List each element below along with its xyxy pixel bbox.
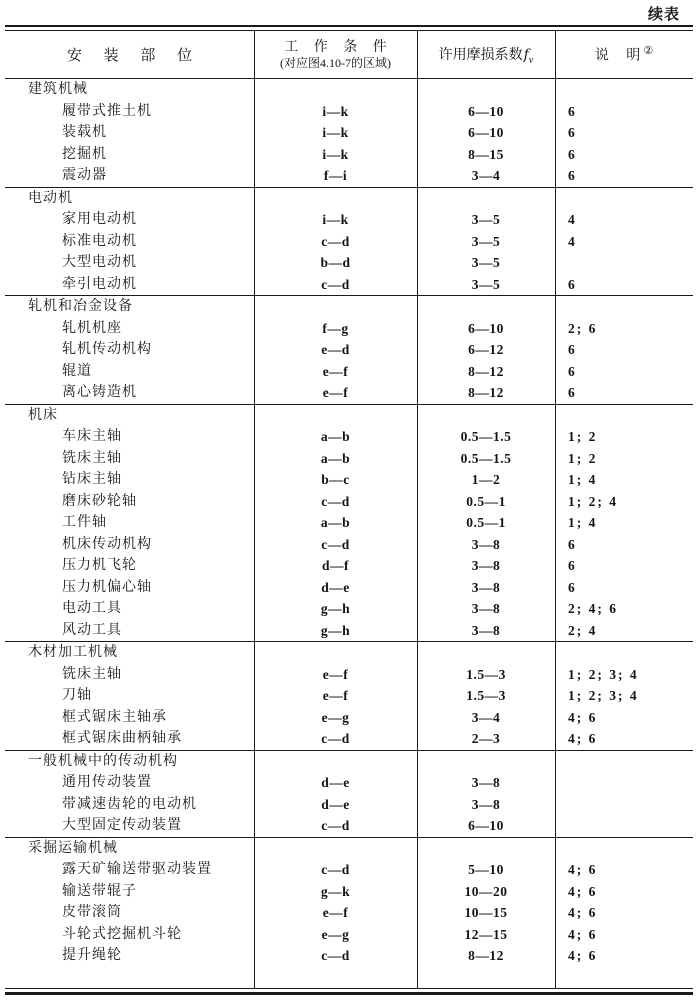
cell-working-condition: f—g: [322, 320, 349, 336]
cell-working-condition: d—e: [321, 796, 350, 812]
cell-notes: 1; 2; 3; 4: [568, 688, 639, 703]
section-title: 采掘运输机械: [28, 840, 118, 856]
header-notes: [555, 31, 693, 78]
cell-wear-coefficient: 0.5—1: [466, 493, 506, 509]
table-row: [5, 555, 693, 577]
table-row: [5, 252, 693, 274]
cell-notes: 1; 4: [568, 472, 598, 487]
cell-wear-coefficient: 5—10: [468, 862, 504, 877]
cell-working-condition: c—d: [321, 948, 350, 963]
cell-notes: 4; 6: [568, 731, 598, 746]
section-title-row: [5, 188, 693, 210]
cell-working-condition: i—k: [322, 103, 349, 119]
cell-working-condition: i—k: [322, 146, 349, 162]
cell-wear-coefficient: 0.5—1.5: [460, 429, 512, 444]
cell-notes: 6: [568, 558, 577, 573]
cell-working-condition: b—d: [320, 255, 351, 270]
cell-installation-part: 提升绳轮: [62, 948, 122, 963]
table-section: [5, 750, 693, 837]
cell-working-condition: e—g: [321, 709, 350, 725]
cell-installation-part: 震动器: [62, 168, 107, 183]
table-row: [5, 620, 693, 642]
cell-working-condition: i—k: [322, 212, 349, 227]
table-row: [5, 728, 693, 750]
header-wear-coefficient: [417, 31, 555, 78]
cell-working-condition: c—d: [321, 233, 350, 249]
cell-notes: 6: [568, 342, 577, 357]
section-title-row: [5, 642, 693, 664]
cell-wear-coefficient: 3—5: [471, 233, 501, 249]
table-section: [5, 837, 693, 988]
header-working-condition: [254, 31, 417, 78]
cell-working-condition: g—k: [320, 883, 351, 899]
cell-working-condition: c—d: [321, 493, 350, 509]
cell-working-condition: e—f: [322, 385, 349, 400]
cell-installation-part: 磨床砂轮轴: [62, 493, 137, 509]
table-row: [5, 902, 693, 924]
cell-working-condition: b—c: [321, 472, 350, 487]
cell-wear-coefficient: 3—8: [471, 579, 501, 595]
cell-working-condition: i—k: [322, 125, 349, 140]
cell-working-condition: e—f: [322, 666, 349, 682]
cell-working-condition: e—f: [322, 905, 349, 920]
table-section: [5, 187, 693, 296]
cell-installation-part: 输送带辊子: [62, 883, 137, 899]
cell-installation-part: 带减速齿轮的电动机: [62, 796, 197, 812]
cell-wear-coefficient: 6—12: [468, 342, 504, 357]
cell-notes: 4; 6: [568, 905, 598, 920]
cell-wear-coefficient: 1.5—3: [466, 688, 506, 703]
cell-installation-part: 铣床主轴: [62, 666, 122, 682]
cell-installation-part: 轧机机座: [62, 320, 122, 336]
cell-notes: 4; 6: [568, 709, 598, 725]
table-row: [5, 469, 693, 491]
fv-symbol: f: [523, 46, 529, 63]
cell-notes: 4; 6: [568, 926, 598, 942]
cell-installation-part: 牵引电动机: [62, 276, 137, 292]
cell-installation-part: 铣床主轴: [62, 450, 122, 466]
cell-wear-coefficient: 3—8: [471, 558, 501, 573]
table-section: [5, 79, 693, 187]
header-installation-location: 安 装 部 位: [66, 48, 202, 64]
table-row: [5, 491, 693, 513]
table-row: [5, 859, 693, 881]
cell-installation-part: 框式锯床曲柄轴承: [62, 731, 182, 746]
cell-notes: 2; 4; 6: [568, 601, 618, 616]
cell-installation-part: 钻床主轴: [62, 472, 122, 487]
continued-table-label: 续表: [647, 7, 680, 23]
cell-installation-part: 机床传动机构: [62, 536, 152, 552]
cell-working-condition: c—d: [321, 818, 350, 833]
cell-installation-part: 露天矿输送带驱动装置: [62, 862, 212, 877]
cell-notes: [555, 794, 693, 816]
cell-installation-part: 风动工具: [62, 622, 122, 638]
column-divider-1: [254, 31, 255, 988]
table-row: [5, 318, 693, 340]
table-row: [5, 512, 693, 534]
table-row: [5, 122, 693, 144]
cell-notes: 4: [568, 233, 577, 249]
cell-working-condition: e—d: [321, 342, 350, 357]
cell-wear-coefficient: 12—15: [464, 926, 508, 942]
cell-working-condition: d—f: [321, 558, 349, 573]
cell-installation-part: 车床主轴: [62, 429, 122, 444]
cell-installation-part: 履带式推土机: [62, 103, 152, 119]
section-title-row: [5, 79, 693, 101]
cell-notes: [555, 772, 693, 794]
header-notes-text: 说 明: [594, 48, 648, 64]
cell-wear-coefficient: 8—15: [468, 146, 504, 162]
cell-installation-part: 通用传动装置: [62, 775, 152, 790]
cell-working-condition: c—d: [321, 276, 350, 292]
header-notes-superscript: ②: [643, 45, 654, 58]
cell-installation-part: 电动工具: [62, 601, 122, 616]
cell-notes: 4; 6: [568, 948, 598, 963]
cell-wear-coefficient: 3—8: [471, 796, 501, 812]
header-working-condition-line1: 工 作 条 件: [284, 39, 393, 55]
section-title: 电动机: [28, 190, 73, 206]
cell-notes: 6: [568, 103, 577, 119]
cell-notes: 1; 2; 3; 4: [568, 666, 639, 682]
section-title: 一般机械中的传动机构: [28, 753, 178, 769]
table-row: [5, 685, 693, 707]
table-body: [5, 79, 693, 988]
cell-installation-part: 框式锯床主轴承: [62, 709, 167, 725]
cell-notes: 6: [568, 276, 577, 292]
cell-wear-coefficient: 10—20: [464, 883, 508, 899]
cell-working-condition: a—b: [320, 515, 351, 530]
cell-wear-coefficient: 3—5: [471, 255, 501, 270]
cell-notes: 1; 4: [568, 515, 598, 530]
cell-installation-part: 轧机传动机构: [62, 342, 152, 357]
cell-wear-coefficient: 0.5—1: [466, 515, 506, 530]
cell-wear-coefficient: 1.5—3: [466, 666, 506, 682]
cell-notes: 6: [568, 536, 577, 552]
cell-wear-coefficient: 1—2: [471, 472, 501, 487]
table-section: [5, 641, 693, 750]
column-divider-2: [417, 31, 418, 988]
header-wear-coefficient-text: 许用摩损系数: [438, 47, 523, 63]
cell-installation-part: 大型固定传动装置: [62, 818, 182, 833]
cell-installation-part: 压力机飞轮: [62, 558, 137, 573]
cell-notes: 1; 2: [568, 429, 598, 444]
cell-installation-part: 斗轮式挖掘机斗轮: [62, 926, 182, 942]
table-row: [5, 274, 693, 296]
table-row: [5, 209, 693, 231]
table-row: [5, 231, 693, 253]
cell-notes: 2; 4: [568, 622, 598, 638]
table-row: [5, 815, 693, 837]
table-row: [5, 144, 693, 166]
cell-wear-coefficient: 6—10: [468, 125, 504, 140]
table-row: [5, 426, 693, 448]
cell-notes: 1; 2; 4: [568, 493, 618, 509]
section-title-row: [5, 751, 693, 773]
cell-working-condition: g—h: [320, 622, 351, 638]
cell-notes: 6: [568, 146, 577, 162]
section-title: 木材加工机械: [28, 645, 118, 660]
cell-notes: [555, 252, 693, 274]
cell-installation-part: 压力机偏心轴: [62, 579, 152, 595]
cell-working-condition: a—b: [320, 450, 351, 466]
table-row: [5, 382, 693, 404]
cell-wear-coefficient: 3—5: [471, 276, 501, 292]
table-row: [5, 577, 693, 599]
cell-wear-coefficient: 3—8: [471, 536, 501, 552]
cell-wear-coefficient: 6—10: [468, 818, 504, 833]
section-title-row: [5, 405, 693, 427]
cell-working-condition: e—f: [322, 363, 349, 379]
table-row: [5, 924, 693, 946]
cell-wear-coefficient: 3—8: [471, 622, 501, 638]
section-title: 轧机和冶金设备: [28, 299, 133, 314]
cell-installation-part: 工件轴: [62, 515, 107, 530]
wear-coefficient-table: [5, 25, 693, 995]
cell-installation-part: 离心铸造机: [62, 385, 137, 400]
table-bottom-rule: [5, 988, 693, 995]
cell-installation-part: 刀轴: [62, 688, 92, 703]
cell-installation-part: 辊道: [62, 363, 92, 379]
cell-wear-coefficient: 3—4: [471, 168, 501, 183]
table-row: [5, 534, 693, 556]
cell-wear-coefficient: 8—12: [468, 385, 504, 400]
fv-subscript: v: [528, 54, 534, 66]
cell-notes: 4; 6: [568, 883, 598, 899]
cell-notes: [555, 815, 693, 837]
cell-notes: 2; 6: [568, 320, 598, 336]
table-row: [5, 361, 693, 383]
cell-wear-coefficient: 10—15: [464, 905, 508, 920]
table-row: [5, 772, 693, 794]
cell-installation-part: 皮带滚筒: [62, 905, 122, 920]
cell-installation-part: 家用电动机: [62, 212, 137, 227]
cell-notes: 6: [568, 125, 577, 140]
table-header-row: [5, 31, 693, 79]
table-row: [5, 707, 693, 729]
cell-notes: 6: [568, 363, 577, 379]
table-row: [5, 664, 693, 686]
cell-installation-part: 装载机: [62, 125, 107, 140]
cell-wear-coefficient: 3—8: [471, 601, 501, 616]
cell-notes: 1; 2: [568, 450, 598, 466]
section-title: 建筑机械: [28, 82, 88, 97]
table-row: [5, 945, 693, 967]
cell-wear-coefficient: 8—12: [468, 363, 504, 379]
cell-working-condition: g—h: [320, 601, 351, 616]
cell-notes: 4: [568, 212, 577, 227]
cell-notes: 6: [568, 385, 577, 400]
cell-working-condition: f—i: [323, 168, 348, 183]
header-working-condition-line2: (对应图4.10-7的区域): [280, 55, 391, 70]
cell-wear-coefficient: 3—8: [471, 775, 501, 790]
table-row: [5, 339, 693, 361]
cell-working-condition: d—e: [321, 579, 350, 595]
cell-notes: 6: [568, 168, 577, 183]
cell-working-condition: a—b: [320, 429, 351, 444]
table-row: [5, 448, 693, 470]
cell-installation-part: 大型电动机: [62, 255, 137, 270]
section-title: 机床: [28, 407, 58, 423]
table-row: [5, 165, 693, 187]
section-title-row: [5, 838, 693, 860]
cell-wear-coefficient: 3—4: [471, 709, 501, 725]
table-row: [5, 794, 693, 816]
cell-working-condition: c—d: [321, 862, 350, 877]
cell-wear-coefficient: 0.5—1.5: [460, 450, 512, 466]
cell-installation-part: 标准电动机: [62, 233, 137, 249]
cell-notes: 4; 6: [568, 862, 598, 877]
table-section: [5, 295, 693, 404]
section-title-row: [5, 296, 693, 318]
cell-wear-coefficient: 6—10: [468, 320, 504, 336]
cell-wear-coefficient: 3—5: [471, 212, 501, 227]
cell-wear-coefficient: 2—3: [471, 731, 501, 746]
cell-installation-part: 挖掘机: [62, 146, 107, 162]
column-divider-3: [555, 31, 556, 988]
cell-wear-coefficient: 8—12: [468, 948, 504, 963]
cell-working-condition: d—e: [321, 775, 350, 790]
table-row: [5, 881, 693, 903]
table-section: [5, 404, 693, 642]
cell-working-condition: e—g: [321, 926, 350, 942]
cell-working-condition: c—d: [321, 536, 350, 552]
cell-notes: 6: [568, 579, 577, 595]
table-row: [5, 598, 693, 620]
table-row: [5, 101, 693, 123]
cell-working-condition: e—f: [322, 688, 349, 703]
cell-working-condition: c—d: [321, 731, 350, 746]
cell-wear-coefficient: 6—10: [468, 103, 504, 119]
